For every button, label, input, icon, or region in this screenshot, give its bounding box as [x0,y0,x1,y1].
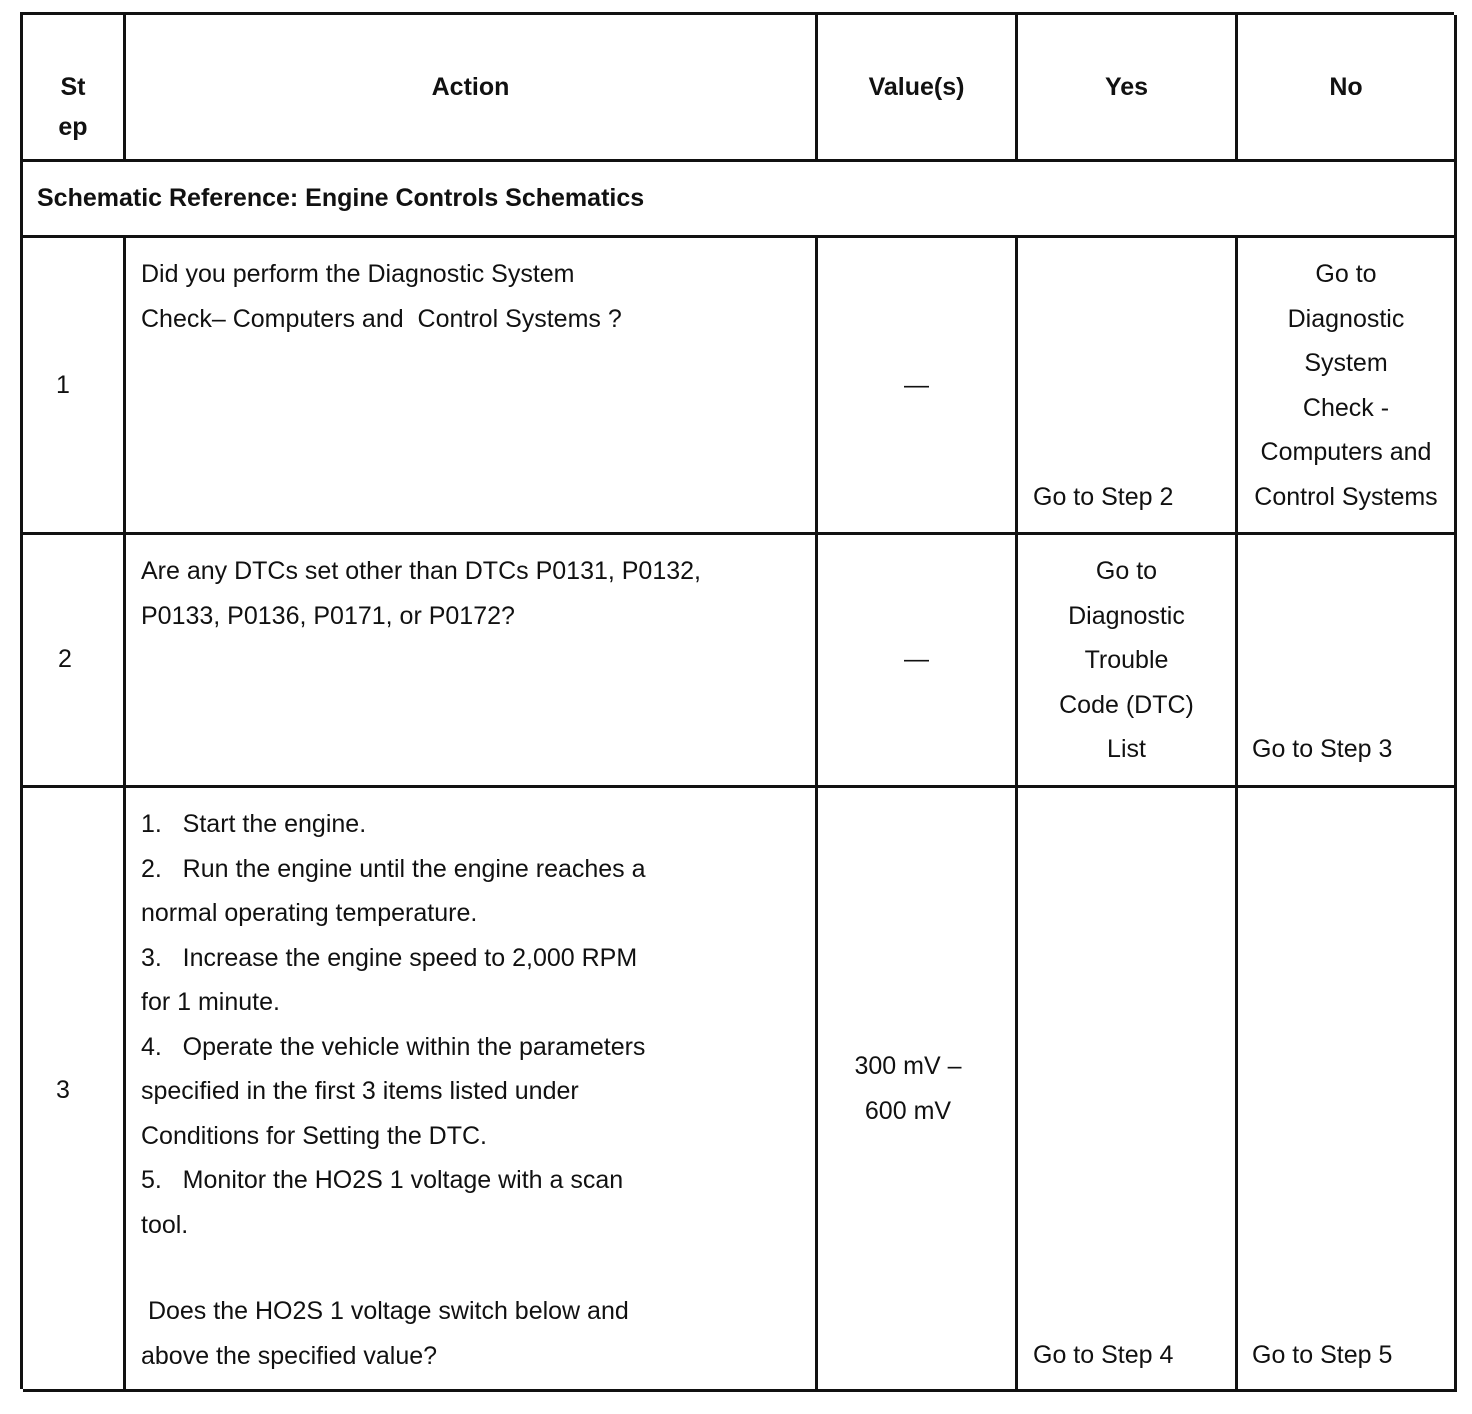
row-1-no-line-6: Control Systems [1254,482,1438,511]
row-1-no-line-3: System [1304,349,1388,377]
schematic-reference: Schematic Reference: Engine Controls Schematics [37,184,645,212]
row-3-question-line-2: above the specified value? [141,1341,438,1370]
row-3-action-line-8: Conditions for Setting the DTC. [141,1121,487,1150]
row-2-yes-line-2: Diagnostic [1068,601,1185,630]
diagnostic-table [20,12,1454,1389]
header-yes [1018,15,1238,162]
row-3-action-line-1: 1. Start the engine. [141,810,367,838]
row-1-action-line-1: Did you perform the Diagnostic System [141,260,575,288]
row-3-value [818,788,1018,1392]
row-1-action-line-2: Check– Computers and Control Systems ? [141,304,622,333]
row-2-yes-line-1: Go to [1095,557,1158,585]
row-1-no-line-5: Computers and [1260,438,1432,466]
row-3-step-number: 3 [56,1076,70,1104]
row-3-action [126,788,818,1392]
row-3-action-line-5: for 1 minute. [141,988,280,1016]
row-2-action-line-2: P0133, P0136, P0171, or P0172? [141,601,515,630]
header-action [126,15,818,162]
row-1-no-line-4: Check - [1302,393,1390,422]
header-values-label: Value(s) [868,73,965,101]
row-1-action [126,238,818,535]
row-2-no [1238,535,1457,788]
row-3-no [1238,788,1457,1392]
row-2-step-number: 2 [58,645,72,673]
row-1-value-text: — [904,371,929,399]
row-1-value [818,238,1018,535]
schematic-reference-row [23,162,1457,238]
row-1-step [23,238,126,535]
row-2-yes-line-4: Code (DTC) [1059,690,1194,719]
header-yes-label: Yes [1104,73,1149,101]
row-1-yes [1018,238,1238,535]
row-3-no-text: Go to Step 5 [1252,1341,1393,1369]
header-step-line-1: St [60,73,86,101]
row-3-value-line-2: 600 mV [864,1096,952,1125]
row-3-action-line-9: 5. Monitor the HO2S 1 voltage with a scan [141,1166,624,1194]
row-2-action [126,535,818,788]
header-step [23,15,126,162]
header-step-line-2: ep [58,113,88,141]
row-3-action-line-7: specified in the first 3 items listed under [141,1077,579,1105]
row-2-no-text: Go to Step 3 [1252,735,1393,763]
row-1-no-line-1: Go to [1315,260,1377,288]
row-1-no [1238,238,1457,535]
row-3-action-line-6: 4. Operate the vehicle within the parameters [141,1032,646,1061]
row-1-yes-text: Go to Step 2 [1033,483,1174,511]
row-3-yes [1018,788,1238,1392]
header-action-label: Action [431,73,510,101]
row-3-yes-text: Go to Step 4 [1033,1341,1174,1369]
row-2-value [818,535,1018,788]
row-3-action-line-3: normal operating temperature. [141,899,478,927]
header-no [1238,15,1457,162]
row-2-value-text: — [904,645,929,673]
header-values [818,15,1018,162]
header-no-label: No [1329,73,1363,101]
row-2-yes-line-3: Trouble [1084,646,1169,674]
row-1-no-line-2: Diagnostic [1287,304,1405,333]
row-2-action-line-1: Are any DTCs set other than DTCs P0131, P0132, [141,557,701,585]
row-2-yes-line-5: List [1107,735,1146,763]
row-2-yes [1018,535,1238,788]
row-3-action-line-4: 3. Increase the engine speed to 2,000 RPM [141,943,638,972]
row-1-step-number: 1 [56,371,70,399]
row-3-action-line-10: tool. [141,1210,189,1239]
row-3-action-line-2: 2. Run the engine until the engine reaches a [141,854,646,883]
row-2-step [23,535,126,788]
row-3-question-line-1: Does the HO2S 1 voltage switch below and [141,1297,629,1325]
row-3-step [23,788,126,1392]
row-3-value-line-1: 300 mV – [854,1052,962,1080]
